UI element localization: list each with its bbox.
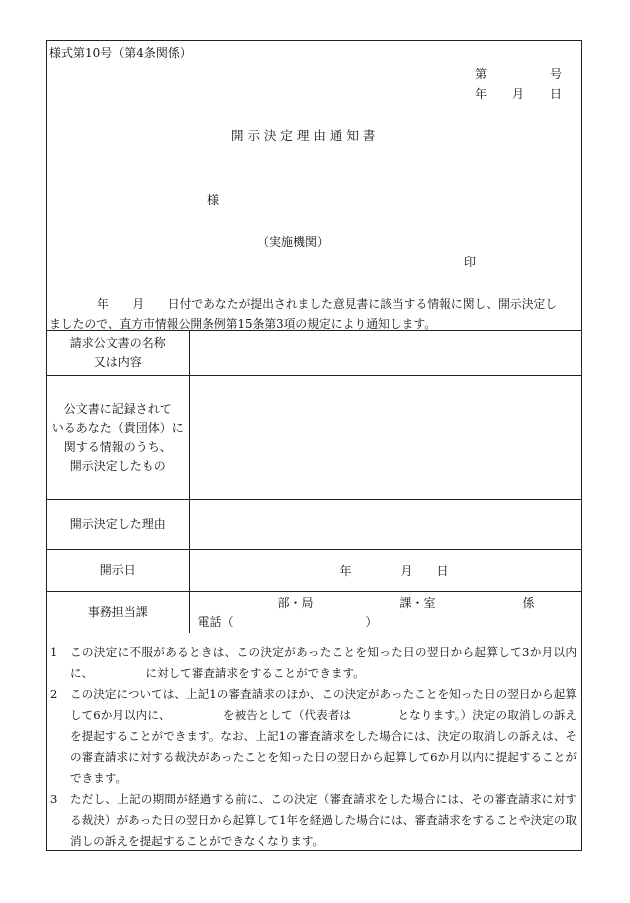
- row-label: 開示日: [47, 550, 189, 592]
- info-table: [47, 330, 581, 633]
- doc-number-prefix: 第: [475, 67, 488, 81]
- disclosure-date-field[interactable]: 年 月 日: [189, 550, 581, 592]
- table-row: [47, 500, 581, 550]
- body-text-line1: 年 月 日付であなたが提出されました意見書に該当する情報に関し、開示決定し: [97, 297, 558, 311]
- contact-field[interactable]: 部・局 課・室 係 電話（ ）: [189, 592, 581, 633]
- notes-section: [47, 642, 581, 852]
- note-item: 1 この決定に不服があるときは、この決定があったことを知った日の翌日から起算して3か月以内に、 に対して審査請求をすることができます。: [50, 645, 577, 680]
- page-title: 開 示 決 定 理 由 通 知 書: [231, 128, 376, 143]
- date-day: 日: [550, 87, 563, 101]
- row-label: 事務担当課: [47, 592, 189, 633]
- table-row: [47, 592, 581, 633]
- date-year: 年: [475, 87, 488, 101]
- form-label: 様式第10号（第4条関係）: [49, 46, 192, 60]
- disclosed-info-field[interactable]: [189, 376, 581, 500]
- table-row: [47, 331, 581, 376]
- reason-field[interactable]: [189, 500, 581, 550]
- doc-number-suffix: 号: [550, 67, 563, 81]
- issuer-label: （実施機関）: [257, 235, 330, 249]
- note-item: 3 ただし、上記の期間が経過する前に、この決定（審査請求をした場合には、その審査請求に対する裁決）があった日の翌日から起算して1年を経過した場合には、審査請求をすることや決定の取消しの訴えを提起することができなくなります。: [50, 792, 577, 848]
- notice-form: [46, 40, 582, 851]
- row-label: 請求公文書の名称 又は内容: [47, 331, 189, 376]
- addressee-suffix: 様: [207, 193, 220, 207]
- seal-mark: 印: [464, 255, 477, 269]
- requested-document-field[interactable]: [189, 331, 581, 376]
- note-item: 2 この決定については、上記1の審査請求のほか、この決定があったことを知った日の翌日から起算して6か月以内に、 を被告として（代表者は となります。）決定の取消しの訴えを提起することができます。なお、上記1の審査請求をした場合には、決定の取消しの訴えは、その審査請求に対する裁決があったことを知った日の翌日から起算して6か月以内に提起することができます。: [50, 687, 577, 785]
- body-text-line2: ましたので、直方市情報公開条例第15条第3項の規定により通知します。: [49, 317, 437, 331]
- table-row: [47, 376, 581, 500]
- date-month: 月: [512, 87, 525, 101]
- table-row: [47, 550, 581, 592]
- row-label: 公文書に記録されて いるあなた（貴団体）に 関する情報のうち、 開示決定したもの: [47, 376, 189, 500]
- row-label: 開示決定した理由: [47, 500, 189, 550]
